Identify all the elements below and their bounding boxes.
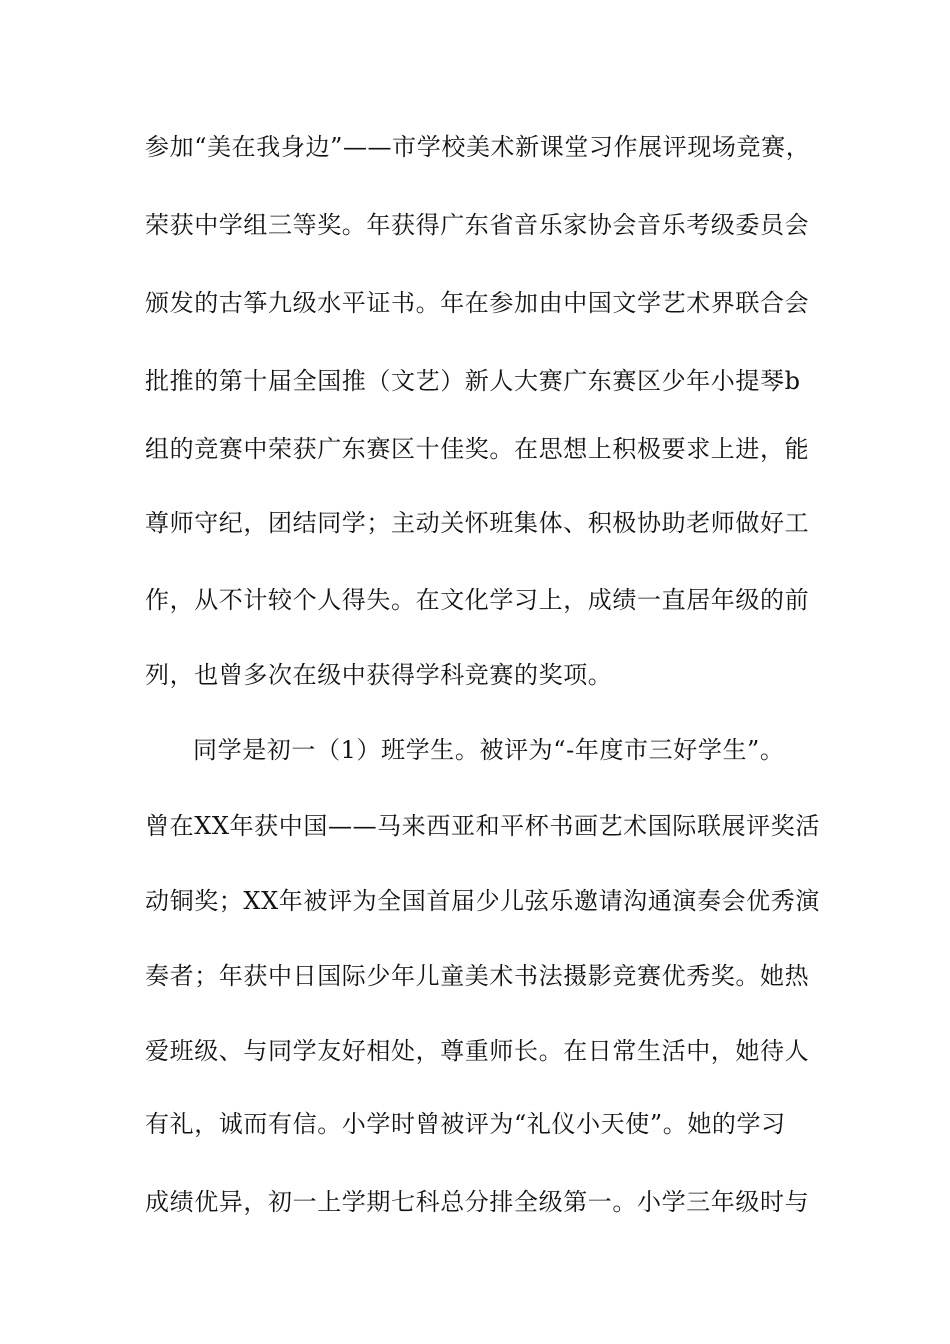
text-line-13: 爱班级、与同学友好相处，尊重师长。在日常生活中，她待人 bbox=[145, 1037, 810, 1065]
paragraph-start-line: 同学是初一（1）班学生。被评为“-年度市三好学生”。 bbox=[193, 736, 785, 764]
text-line-8: 列，也曾多次在级中获得学科竞赛的奖项。 bbox=[145, 661, 613, 689]
text-line-6: 尊师守纪，团结同学；主动关怀班集体、积极协助老师做好工 bbox=[145, 509, 810, 537]
text-line-7: 作，从不计较个人得失。在文化学习上，成绩一直居年级的前 bbox=[145, 586, 810, 614]
text-line-4: 批推的第十届全国推（文艺）新人大赛广东赛区少年小提琴b bbox=[145, 367, 801, 395]
text-line-10: 曾在XX年获中国——马来西亚和平杯书画艺术国际联展评奖活 bbox=[145, 812, 820, 840]
text-line-11: 动铜奖；XX年被评为全国首届少儿弦乐邀请沟通演奏会优秀演 bbox=[145, 887, 820, 915]
text-line-12: 奏者；年获中日国际少年儿童美术书法摄影竞赛优秀奖。她热 bbox=[145, 962, 810, 990]
text-line-5: 组的竞赛中荣获广东赛区十佳奖。在思想上积极要求上进，能 bbox=[145, 435, 810, 463]
text-line-15: 成绩优异，初一上学期七科总分排全级第一。小学三年级时与 bbox=[145, 1188, 810, 1216]
text-line-2: 荣获中学组三等奖。年获得广东省音乐家协会音乐考级委员会 bbox=[145, 211, 810, 239]
text-line-1: 参加“美在我身边”——市学校美术新课堂习作展评现场竞赛， bbox=[145, 133, 811, 161]
text-line-14: 有礼，诚而有信。小学时曾被评为“礼仪小天使”。她的学习 bbox=[145, 1110, 786, 1138]
text-line-3: 颁发的古筝九级水平证书。年在参加由中国文学艺术界联合会 bbox=[145, 289, 810, 317]
